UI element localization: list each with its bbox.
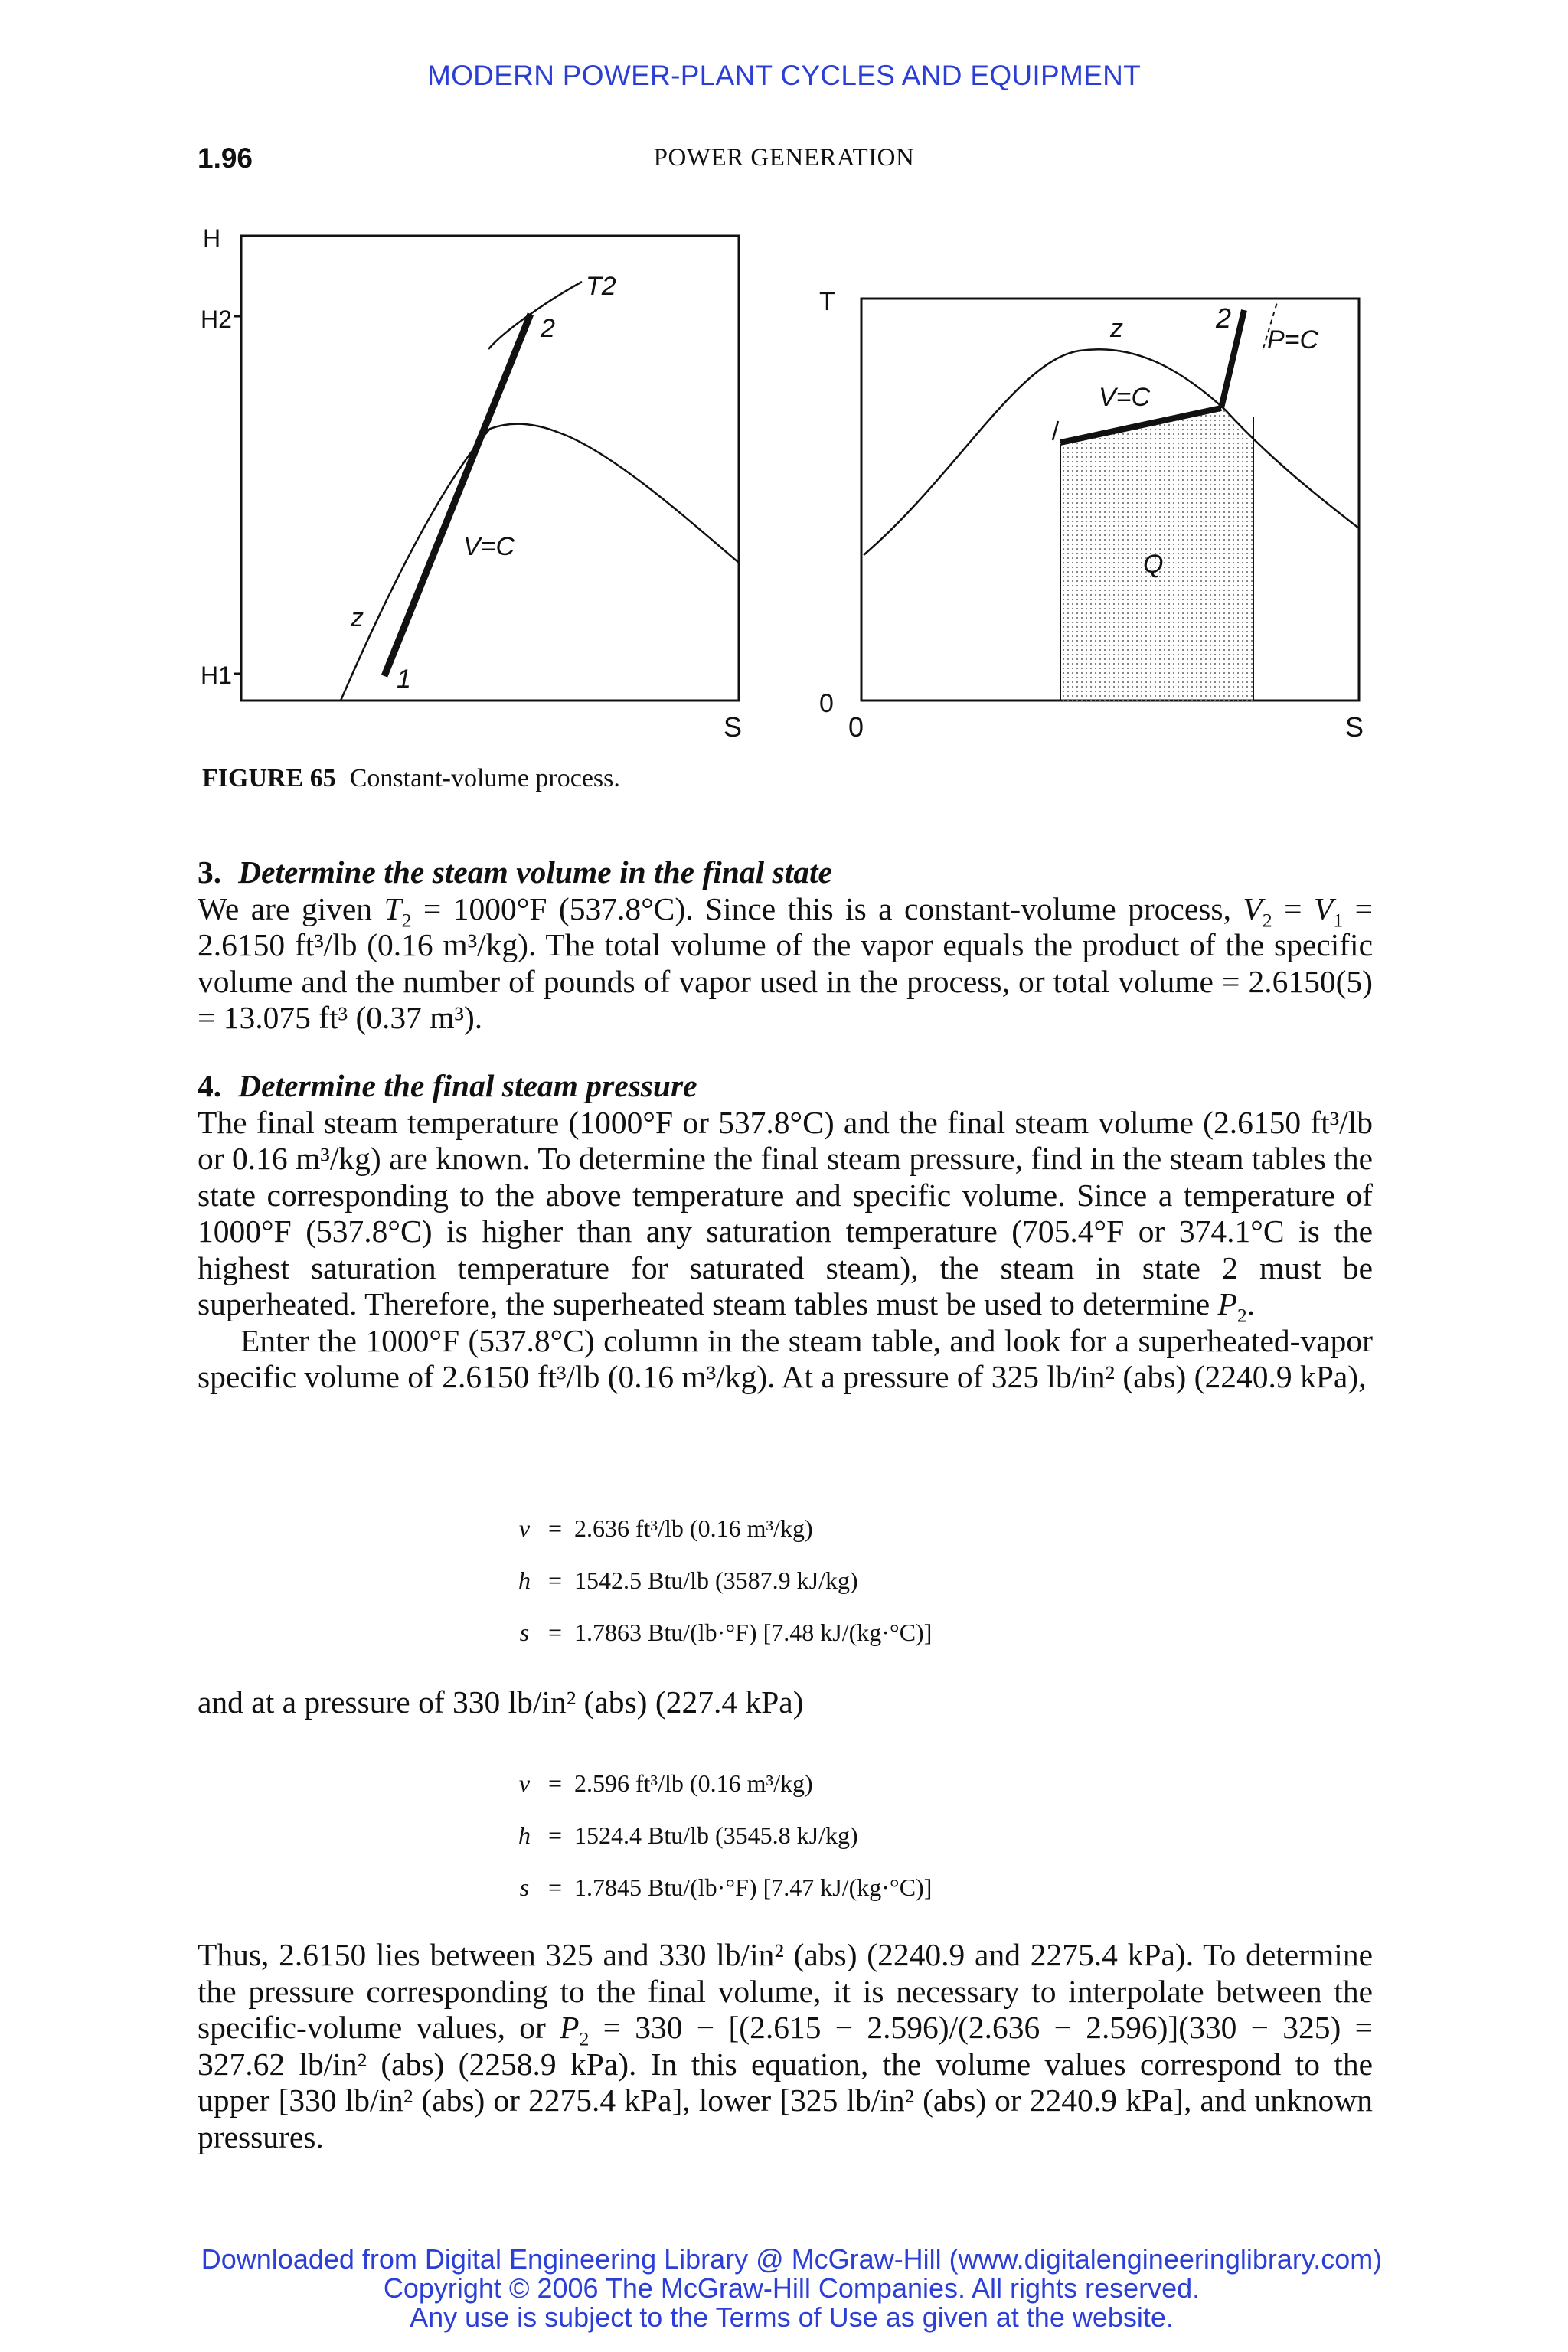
hs-chart-frame: [241, 236, 739, 701]
ts-chart: [819, 287, 1364, 743]
ts-z-label: z: [1110, 314, 1123, 343]
footer-line-3: Any use is subject to the Terms of Use as given at the website.: [410, 2301, 1174, 2333]
equation-row: v = 2.596 ft³/lb (0.16 m³/kg): [518, 1769, 813, 1797]
ts-q-label: Q: [1143, 550, 1164, 579]
hs-t2-label: T2: [586, 272, 616, 301]
hs-y-axis-label: H: [203, 224, 221, 252]
figure-caption-text: Constant-volume process.: [349, 764, 620, 792]
equations-325: [513, 1502, 932, 1658]
figure-caption-label: FIGURE 65: [202, 764, 336, 792]
ts-x-axis-label: S: [1345, 711, 1364, 743]
section-3-paragraph: We are given $T_2 = 1000^\circ F$ (537.8°C). Since this is a constant-volume process, $V_2 = V_1 = 2.6150$ ft³/lb (0.16 m³/kg). The total volume of the vapor equals the product of the specific volume and the number of pounds of vapor used in the process, or total volume = 2.6150(5) = 13.075 ft³ (0.37 m³).: [198, 890, 1374, 1035]
equation-row: v = 2.636 ft³/lb (0.16 m³/kg): [518, 1514, 813, 1542]
hs-x-axis-label: S: [724, 711, 743, 743]
equation-row: s = 1.7845 Btu/(lb·°F) [7.47 kJ/(kg·°C)]: [519, 1873, 933, 1901]
mid-paragraph: and at a pressure of 330 lb/in² (abs) (227.4 kPa): [198, 1684, 804, 1720]
ts-pc-label: P=C: [1267, 325, 1319, 354]
equation-row: s = 1.7863 Btu/(lb·°F) [7.48 kJ/(kg·°C)]: [519, 1619, 933, 1646]
footer-notice: [0, 2245, 1568, 2332]
section-4-paragraph-2: Enter the 1000°F (537.8°C) column in the steam table, and look for a superheated-vapor specific volume of 2.6150 ft³/lb (0.16 m³/kg). At a pressure of 325 lb/in² (abs) (2240.9 kPa),: [198, 1322, 1373, 1394]
hs-vc-label: V=C: [463, 532, 515, 561]
isotherm-t2-curve: [488, 282, 582, 349]
hs-point-2-label: 2: [541, 314, 555, 343]
ts-vc-label: V=C: [1099, 383, 1151, 412]
footer-line-1[interactable]: Downloaded from Digital Engineering Library @ McGraw-Hill (www.digitalengineeringlibrary.com): [201, 2243, 1383, 2275]
hs-point-1-label: 1: [397, 665, 411, 694]
ts-x-origin-label: 0: [848, 711, 864, 743]
hs-h1-label: H1: [201, 662, 232, 689]
saturation-dome-curve: [341, 424, 739, 701]
equation-row: h = 1542.5 Btu/lb (3587.9 kJ/kg): [518, 1566, 858, 1594]
section-4: [198, 1068, 1373, 1396]
hs-h2-label: H2: [201, 305, 232, 333]
final-paragraph: Thus, 2.6150 lies between 325 and 330 lb/in² (abs) (2240.9 and 2275.4 kPa). To determine the pressure corresponding to the final volume, it is necessary to interpolate between the specific-volume values, or $P_2 = 330 - [(2.615 - 2.596)/(2.636 - 2.596)](330 - 325) = 327.62$ lb/in² (abs) (2258.9 kPa). In this equation, the volume values correspond to the upper [330 lb/in² (abs) or 2275.4 kPa], lower [325 lb/in² (abs) or 2240.9 kPa], and unknown pressures.: [198, 1937, 1373, 2154]
hs-z-label: z: [351, 603, 364, 632]
section-3: [198, 854, 1373, 1037]
section-3-heading: 3. Determine the steam volume in the final state: [198, 854, 832, 890]
constant-volume-process-line: [384, 314, 531, 676]
ts-y-axis-label: T: [819, 287, 835, 316]
ts-point-2-label: 2: [1216, 302, 1232, 334]
section-4-paragraph-1: The final steam temperature (1000°F or 537.8°C) and the final steam volume (2.6150 ft³/lb or 0.16 m³/kg) are known. To determine the final steam pressure, find in the steam tables the state corresponding to the above temperature and specific volume. Since a temperature of 1000°F (537.8°C) is higher than any saturation temperature (705.4°F or 374.1°C is the highest saturation temperature for saturated steam), the steam in state 2 must be superheated. Therefore, the superheated steam tables must be used to determine $P_2$.: [198, 1104, 1373, 1327]
figure-65: [198, 214, 1384, 750]
equation-row: h = 1524.4 Btu/lb (3545.8 kJ/kg): [518, 1821, 858, 1849]
source-banner: MODERN POWER-PLANT CYCLES AND EQUIPMENT: [426, 60, 1142, 91]
footer-line-2: Copyright © 2006 The McGraw-Hill Companies. All rights reserved.: [383, 2272, 1200, 2304]
hs-chart: [201, 224, 742, 743]
page-number: 1.96: [198, 142, 253, 174]
equations-330: [513, 1757, 932, 1913]
section-4-heading: 4. Determine the final steam pressure: [198, 1068, 697, 1103]
ts-y-origin-label: 0: [819, 689, 834, 718]
figure-caption: [202, 764, 620, 793]
running-head: POWER GENERATION: [653, 144, 915, 172]
